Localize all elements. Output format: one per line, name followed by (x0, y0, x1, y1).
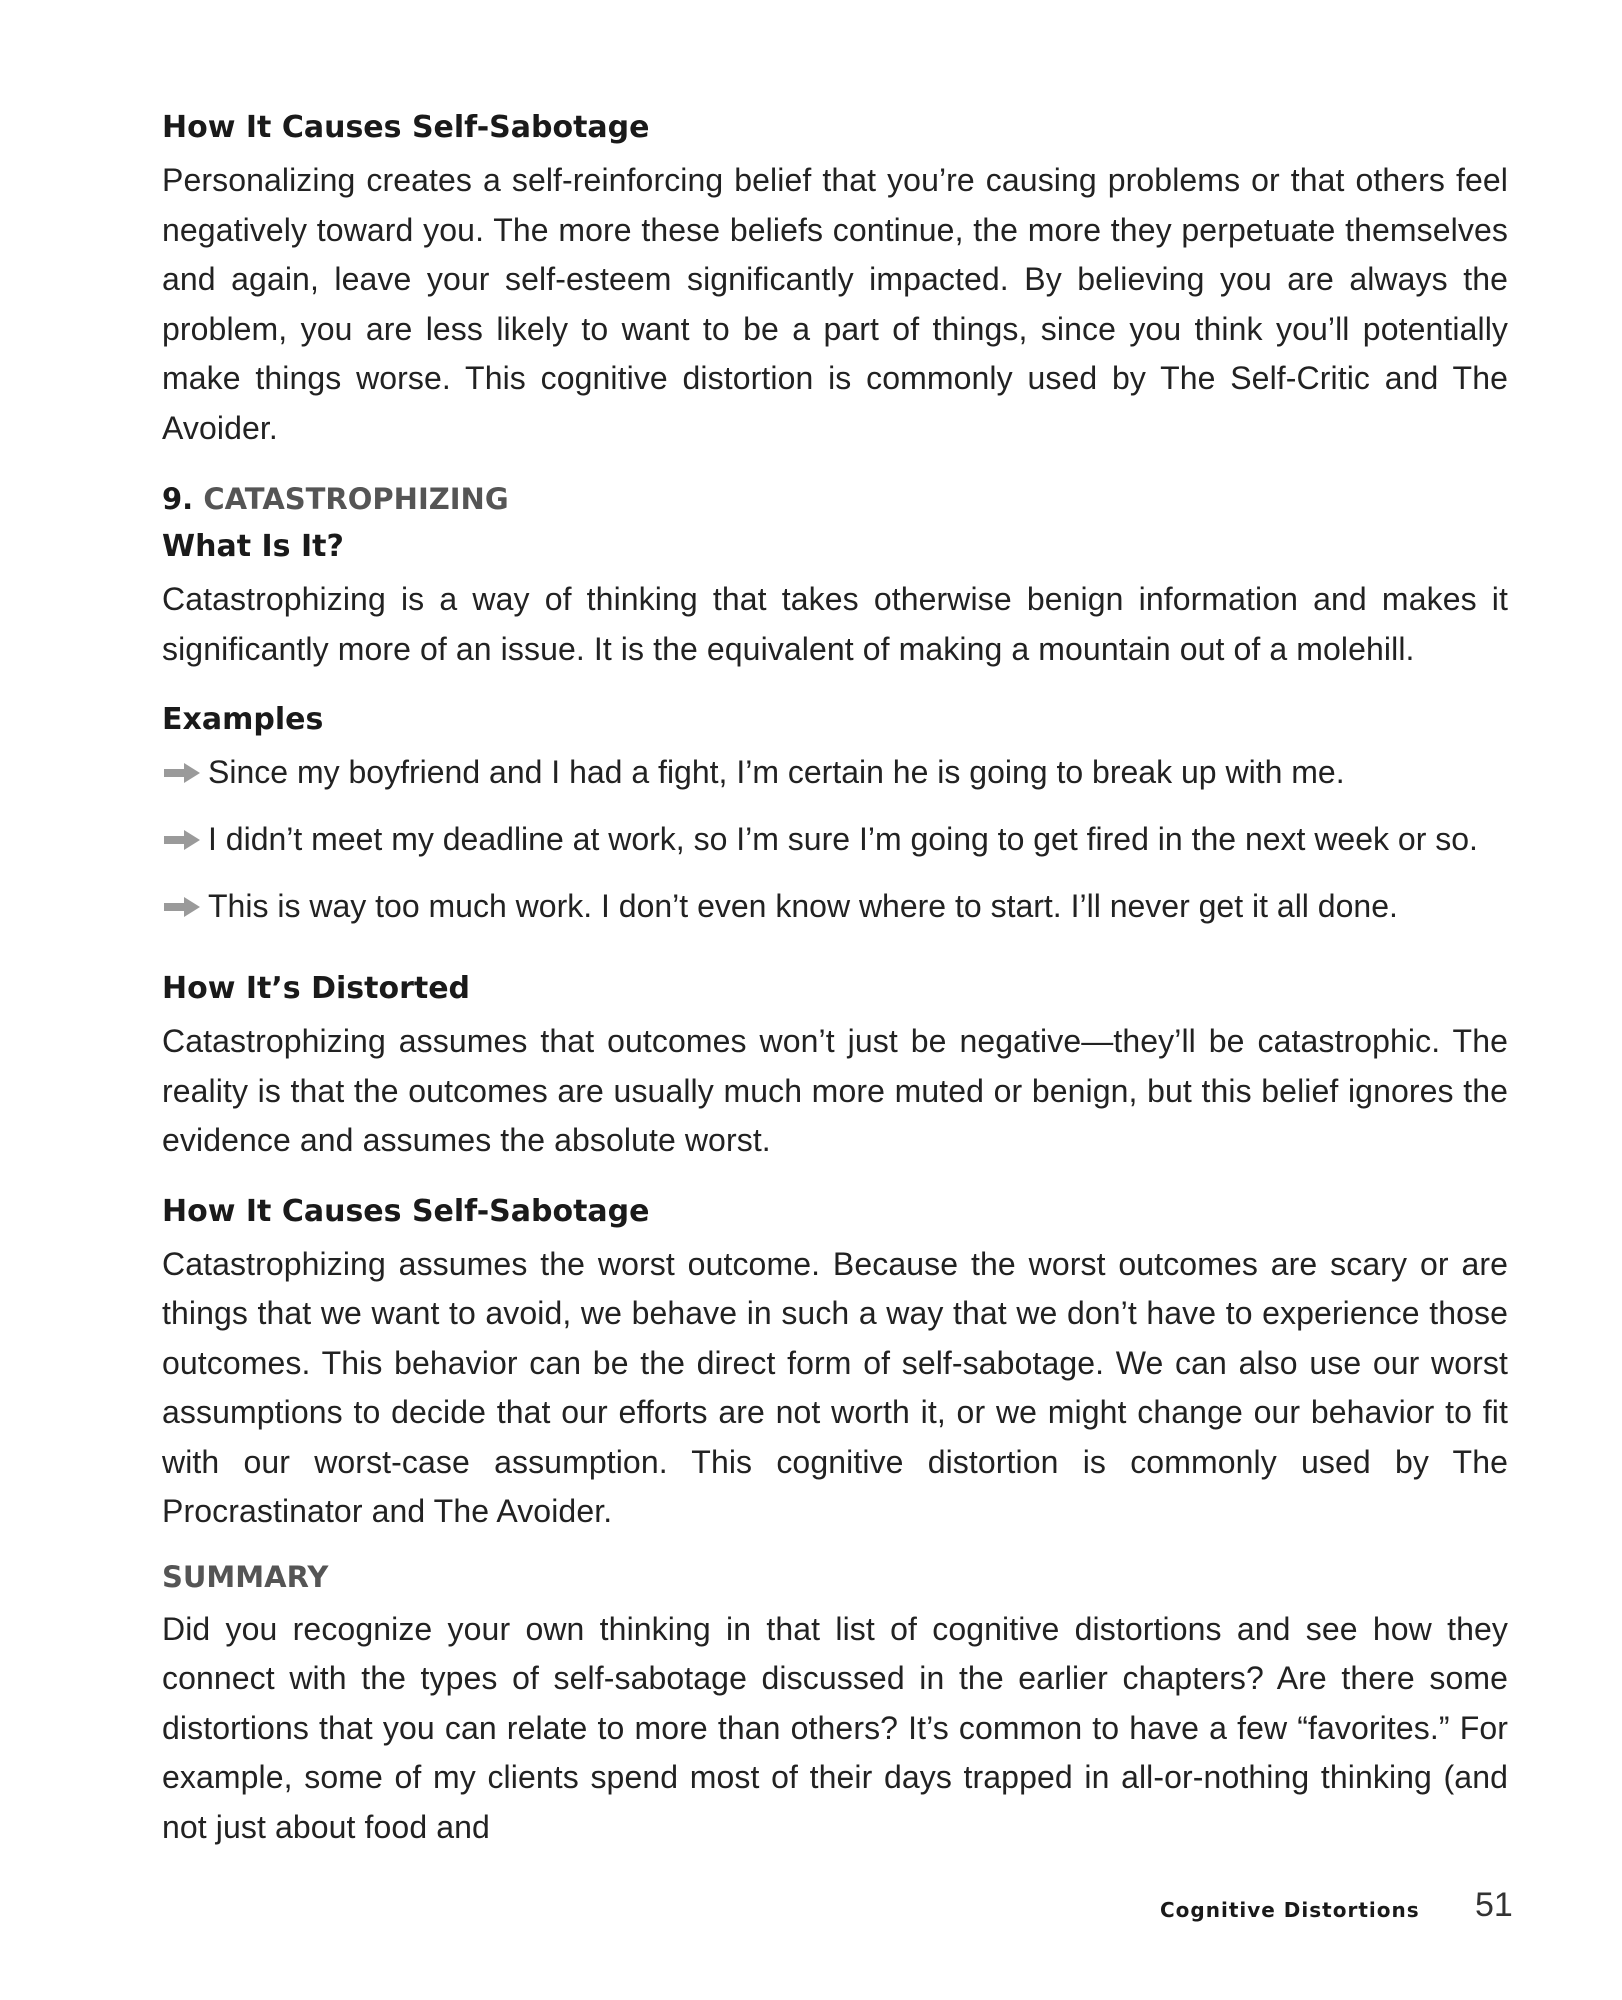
example-text: I didn’t meet my deadline at work, so I’m sure I’m going to get fired in the next week or so. (208, 821, 1478, 857)
running-footer-chapter: Cognitive Distortions (1160, 1898, 1420, 1922)
arrow-right-icon (162, 895, 202, 919)
heading-what-is-it: What Is It? (162, 529, 344, 564)
summary-title: SUMMARY (162, 1559, 329, 1594)
section-name: CATASTROPHIZING (203, 482, 509, 516)
paragraph-what-is-it: Catastrophizing is a way of thinking that takes otherwise benign information and makes it significantly more of an issue. It is the equivalent of making a mountain out of a molehill. (162, 581, 1508, 667)
heading-self-sabotage-catastrophizing: How It Causes Self-Sabotage (162, 1193, 650, 1229)
section-title-catastrophizing (162, 479, 1508, 519)
heading-self-sabotage-personalizing: How It Causes Self-Sabotage (162, 110, 650, 145)
paragraph-summary: Did you recognize your own thinking in that list of cognitive distortions and see how they connect with the types of self-sabotage discussed in the earlier chapters? Are there some distortions that you can relate to more than others? It’s common to have a few “favorites.” For example, some of my clients spend most of their days trapped in all-or-nothing thinking (and not just about food and (162, 1610, 1508, 1845)
list-item (162, 882, 1508, 931)
list-item (162, 815, 1508, 864)
heading-examples: Examples (162, 702, 324, 737)
page-footer (1160, 1886, 1513, 1936)
heading-how-distorted: How It’s Distorted (162, 971, 471, 1006)
paragraph-catastrophizing-self-sabotage: Catastrophizing assumes the worst outcome. Because the worst outcomes are scary or are things that we want to avoid, we behave in such a way that we don’t have to experience those outcomes. This behavior can be the direct form of self-sabotage. We can also use our worst assumptions to decide that our efforts are not worth it, or we might change our behavior to fit with our worst-case assumption. This cognitive distortion is commonly used by The Procrastinator and The Avoider. (162, 1245, 1508, 1529)
paragraph-personalizing-self-sabotage: Personalizing creates a self-reinforcing belief that you’re causing problems or that others feel negatively toward you. The more these beliefs continue, the more they perpetuate themselves and again, leave your self-esteem significantly impacted. By believing you are always the problem, you are less likely to want to be a part of things, since you think you’ll potentially make things worse. This cognitive distortion is commonly used by The Self-Critic and The Avoider. (162, 162, 1508, 446)
example-text: Since my boyfriend and I had a fight, I’m certain he is going to break up with me. (208, 754, 1345, 790)
arrow-right-icon (162, 761, 202, 785)
arrow-right-icon (162, 828, 202, 852)
paragraph-how-distorted: Catastrophizing assumes that outcomes won’t just be negative—they’ll be catastrophic. The reality is that the outcomes are usually much more muted or benign, but this belief ignores the evidence and assumes the absolute worst. (162, 1023, 1508, 1158)
page-number: 51 (1475, 1886, 1513, 1924)
example-text: This is way too much work. I don’t even know where to start. I’ll never get it all done. (208, 888, 1398, 924)
list-item (162, 748, 1508, 797)
page-content (162, 108, 1508, 1852)
examples-list (162, 748, 1508, 931)
section-number: 9. (162, 482, 194, 516)
